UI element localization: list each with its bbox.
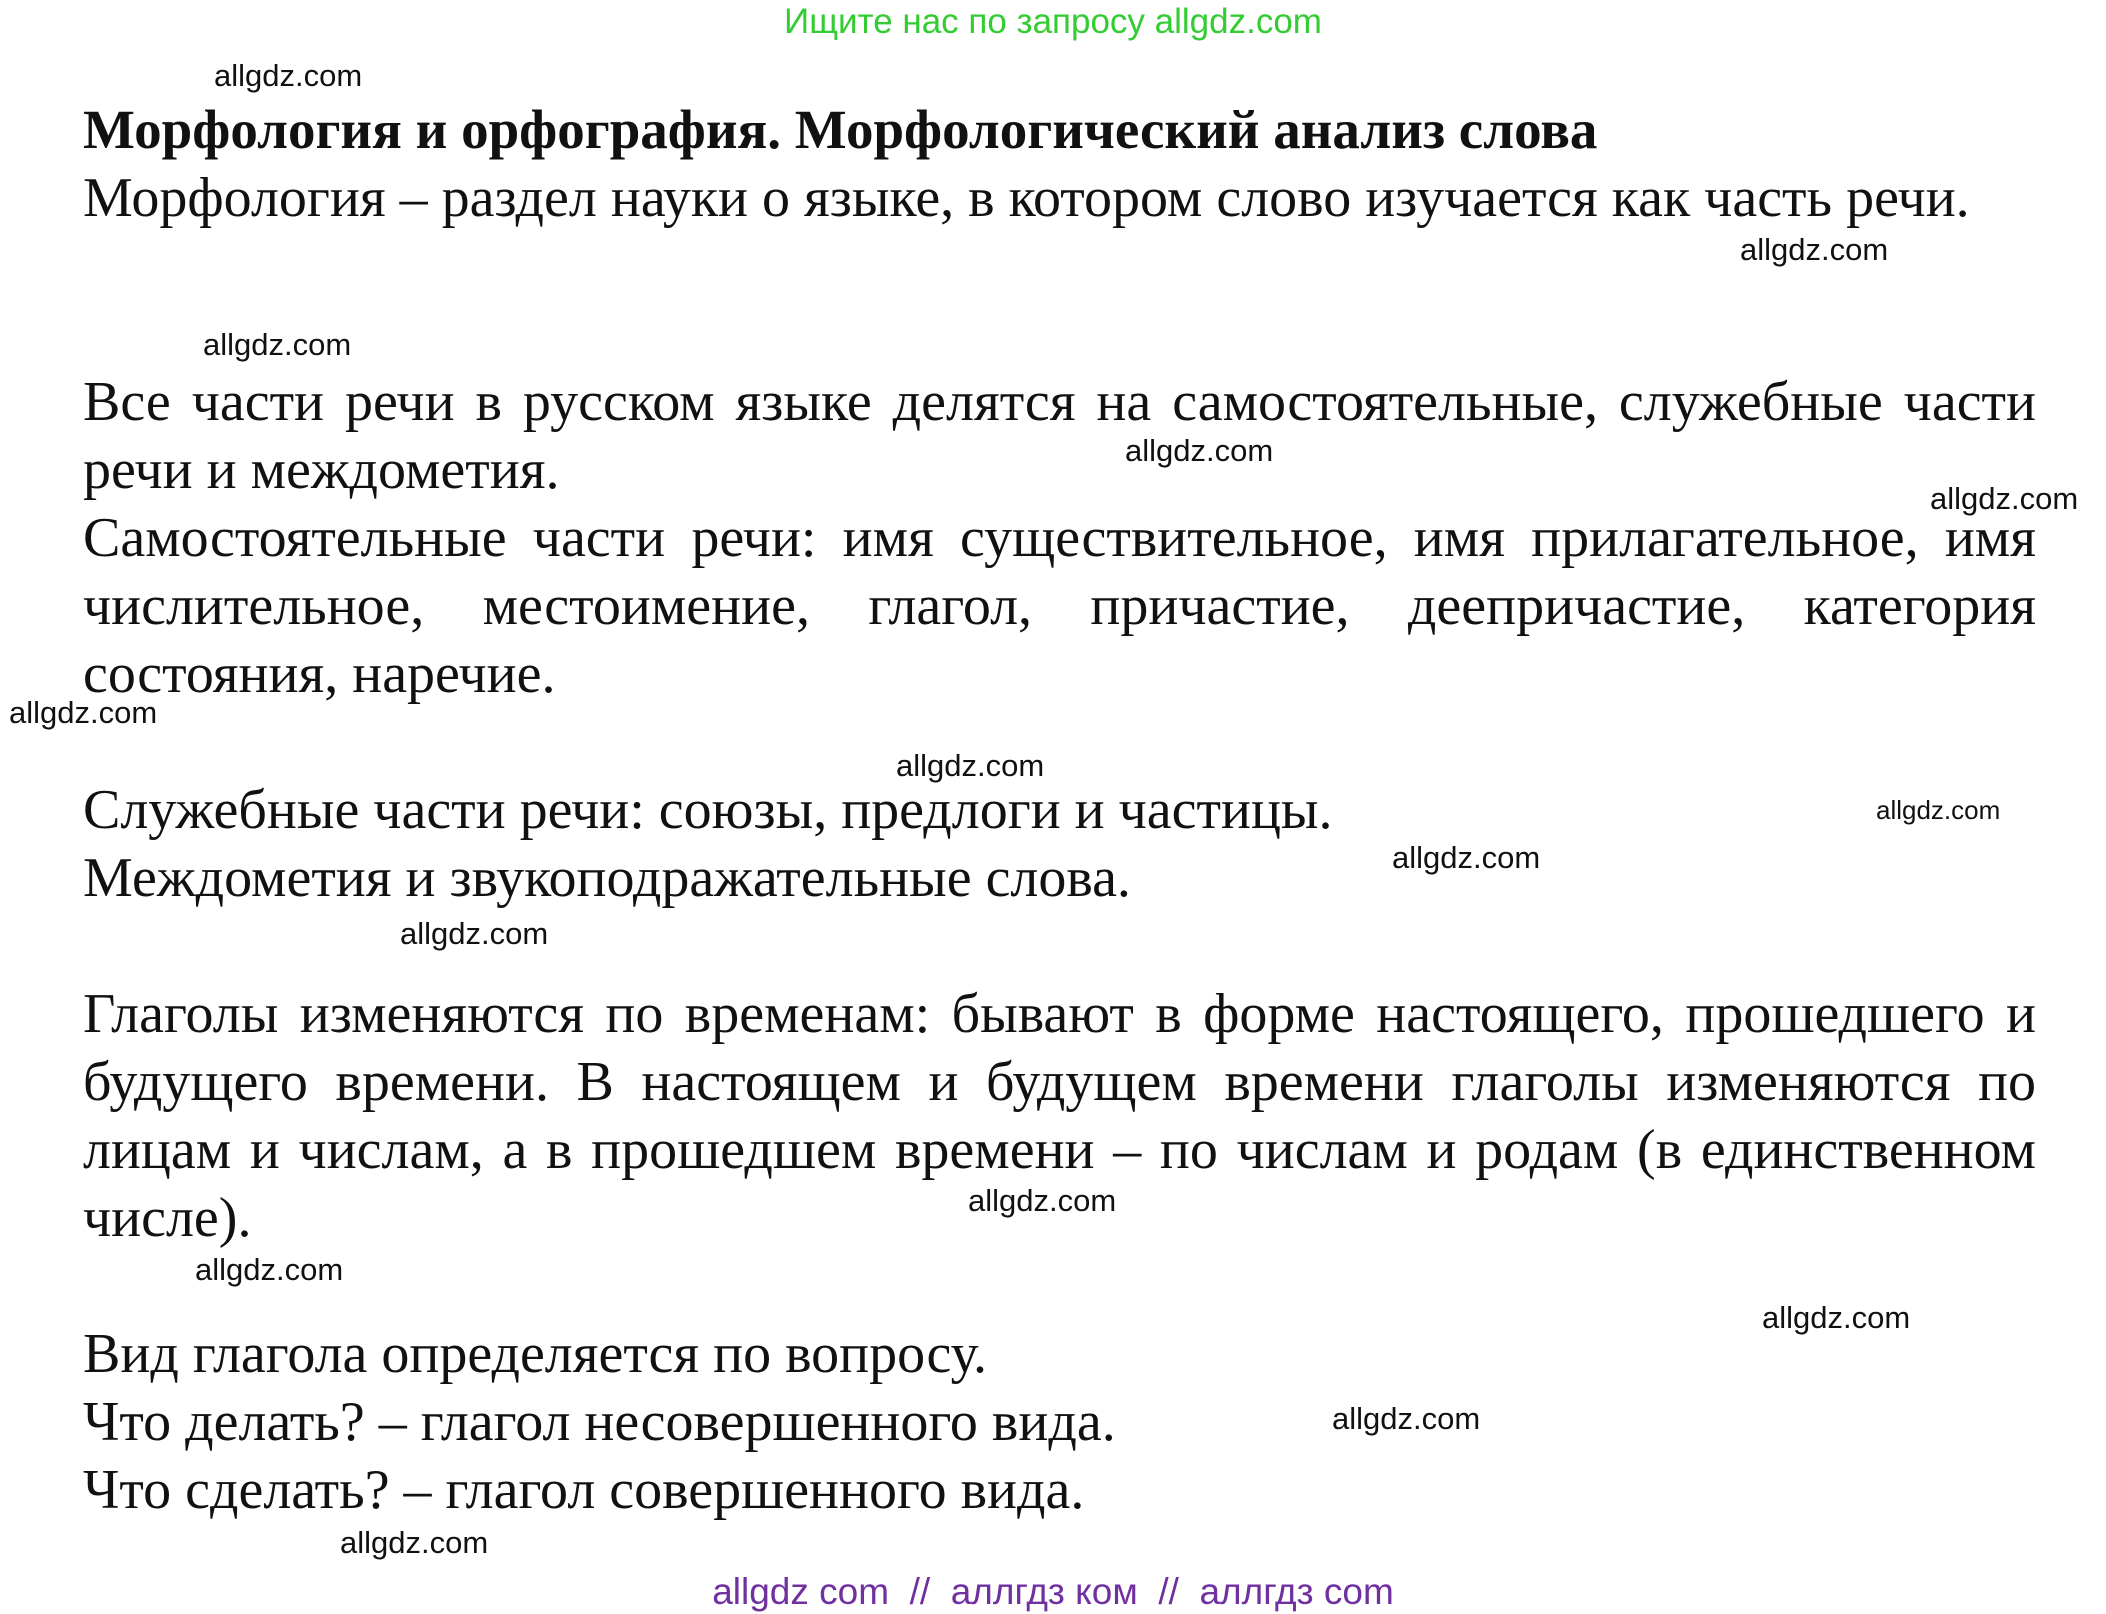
watermark: allgdz.com xyxy=(203,327,352,362)
paragraph-verb-tenses: Глаголы изменяются по временам: бывают в форме настоящего, прошедшего и будущего времени. В настоящем и будущем времени глаголы изменяются по лицам и числам, а в прошедшем времени – по числам и родам (в единственном числе). xyxy=(83,983,2036,1249)
watermark: allgdz.com xyxy=(1125,433,1274,468)
paragraph-imperfective: Что делать? – глагол несовершенного вида. xyxy=(83,1391,1116,1453)
watermark: allgdz.com xyxy=(9,695,158,730)
watermark: allgdz.com xyxy=(1930,481,2079,516)
paragraph-independent-parts: Самостоятельные части речи: имя существительное, имя прилагательное, имя числительное, местоимение, глагол, причастие, деепричастие, категория состояния, наречие. xyxy=(83,507,2036,705)
watermark: allgdz.com xyxy=(1762,1300,1911,1335)
paragraph-parts-of-speech-groups: Все части речи в русском языке делятся на самостоятельные, служебные части речи и междометия. xyxy=(83,371,2036,501)
paragraph-interjections: Междометия и звукоподражательные слова. xyxy=(83,847,1131,909)
paragraph-verb-aspect: Вид глагола определяется по вопросу. xyxy=(83,1323,988,1385)
watermark: allgdz.com xyxy=(400,916,549,951)
watermark: allgdz.com xyxy=(968,1183,1117,1218)
watermark: allgdz.com xyxy=(896,748,1045,783)
watermark: allgdz.com xyxy=(1876,795,2001,825)
footer-links: allgdz com // аллгдз ком // аллгдз com xyxy=(712,1571,1394,1612)
watermark: allgdz.com xyxy=(1740,232,1889,267)
watermark: allgdz.com xyxy=(1332,1401,1481,1436)
document-heading: Морфология и орфография. Морфологический анализ слова xyxy=(83,99,1598,160)
top-banner: Ищите нас по запросу allgdz.com xyxy=(784,2,1322,41)
paragraph-morphology-definition: Морфология – раздел науки о языке, в котором слово изучается как часть речи. xyxy=(83,167,1970,229)
paragraph-perfective: Что сделать? – глагол совершенного вида. xyxy=(83,1459,1085,1521)
watermark: allgdz.com xyxy=(1392,840,1541,875)
watermark: allgdz.com xyxy=(340,1525,489,1560)
watermark: allgdz.com xyxy=(214,58,363,93)
watermark: allgdz.com xyxy=(195,1252,344,1287)
paragraph-auxiliary-parts: Служебные части речи: союзы, предлоги и частицы. xyxy=(83,779,1333,841)
